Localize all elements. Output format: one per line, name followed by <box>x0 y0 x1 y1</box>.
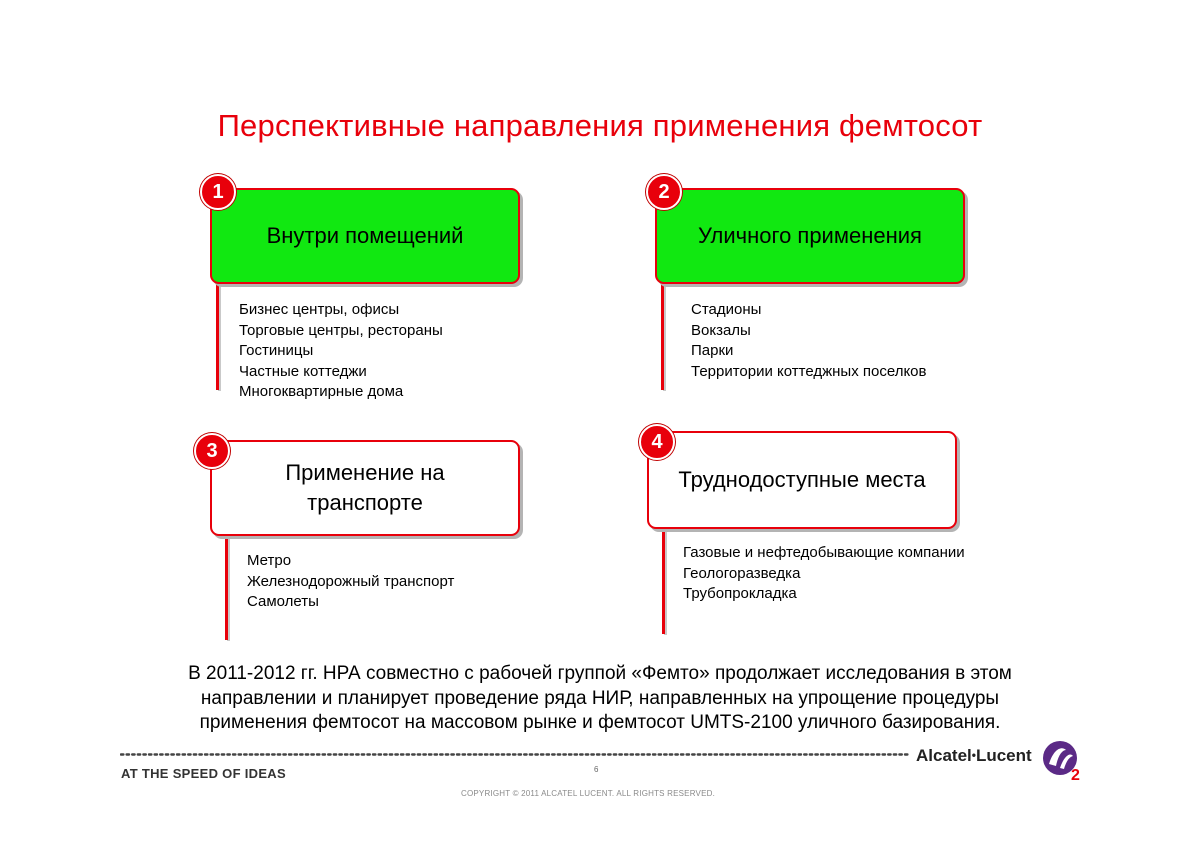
list-item: Вокзалы <box>691 321 751 339</box>
brand-part2: Lucent <box>975 746 1032 765</box>
list-item: Многоквартирные дома <box>239 383 404 400</box>
section-4-heading: Труднодоступные места <box>678 467 926 492</box>
list-item: Газовые и нефтедобывающие компании <box>683 544 965 561</box>
list-item: Территории коттеджных поселков <box>691 362 927 380</box>
section-1-line <box>216 282 219 390</box>
section-1-list <box>239 300 443 403</box>
section-1-card <box>210 188 520 284</box>
list-item: Трубопрокладка <box>683 585 797 602</box>
summary-line: применения фемтосот на массовом рынке и фемтосот UMTS-2100 уличного базирования. <box>199 712 1001 733</box>
alcatel-lucent-logo-icon <box>1040 738 1084 782</box>
list-item: Бизнес центры, офисы <box>239 301 400 318</box>
section-3-heading-line1: Применение на <box>285 460 445 485</box>
page-number: 6 <box>594 765 599 774</box>
section-1-heading: Внутри помещений <box>266 223 464 248</box>
footer-tagline: AT THE SPEED OF IDEAS <box>121 766 286 781</box>
list-item: Метро <box>247 552 292 569</box>
section-4-line <box>662 526 665 634</box>
list-item: Частные коттеджи <box>239 362 367 380</box>
summary-paragraph <box>100 662 1100 736</box>
section-4-list <box>683 543 965 605</box>
section-2-list <box>691 300 927 382</box>
section-1-badge: 1 <box>200 174 236 210</box>
section-3-line <box>225 534 228 640</box>
section-4-card <box>647 431 957 529</box>
list-item: Железнодорожный транспорт <box>247 572 455 590</box>
section-3-card <box>210 440 520 536</box>
brand-wordmark <box>916 746 1032 766</box>
copyright-notice: COPYRIGHT © 2011 ALCATEL LUCENT. ALL RIGHTS RESERVED. <box>460 789 716 798</box>
list-item: Гостиницы <box>239 342 314 359</box>
logo-number: 2 <box>1071 767 1080 782</box>
list-item: Стадионы <box>691 301 762 318</box>
section-2-card <box>655 188 965 284</box>
brand-separator: • <box>971 748 976 762</box>
section-2-heading: Уличного применения <box>698 223 922 248</box>
slide-title: Перспективные направления применения фемтосот <box>217 108 983 143</box>
list-item: Парки <box>691 342 734 359</box>
summary-line: направлении и планирует проведение ряда НИР, направленных на упрощение процедуры <box>200 687 1000 709</box>
section-3-heading-line2: транспорте <box>307 490 423 515</box>
list-item: Торговые центры, рестораны <box>239 321 443 339</box>
section-3-list <box>247 551 454 613</box>
brand-part1: Alcatel <box>916 746 972 765</box>
section-3-heading <box>285 458 444 518</box>
list-item: Самолеты <box>247 593 319 610</box>
summary-line: В 2011-2012 гг. НРА совместно с рабочей группой «Фемто» продолжает исследования в этом <box>188 663 1012 684</box>
section-2-line <box>661 282 664 390</box>
footer-dotted-rule <box>120 752 910 757</box>
list-item: Геологоразведка <box>683 564 801 582</box>
section-2-badge: 2 <box>646 174 682 210</box>
section-4-badge: 4 <box>639 424 675 460</box>
section-3-badge: 3 <box>194 433 230 469</box>
